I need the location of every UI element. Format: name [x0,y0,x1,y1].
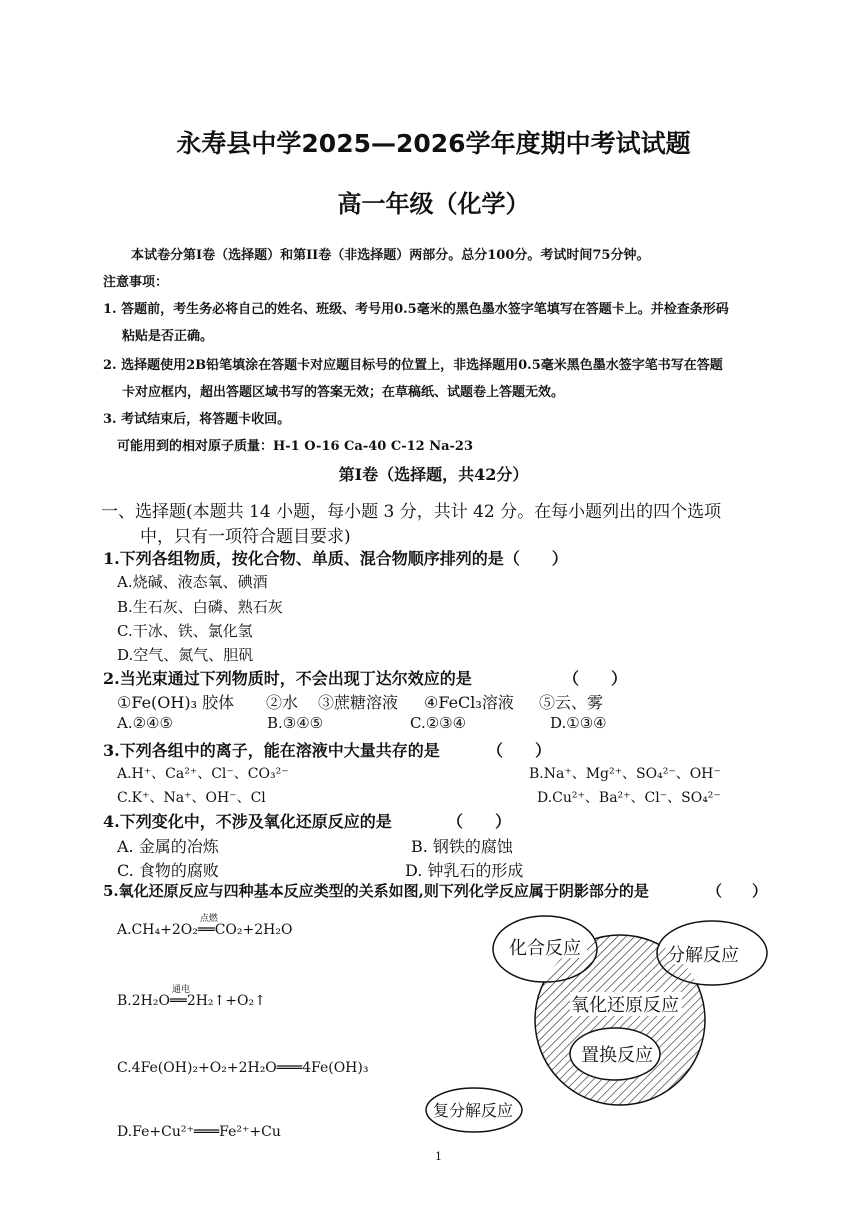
q5-option-a-reactants: A.CH₄+2O₂ [117,922,198,938]
q2-item-3: ③蔗糖溶液 [318,693,399,712]
exam-subtitle: 高一年级（化学） [337,190,530,218]
intro-text: 本试卷分第I卷（选择题）和第II卷（非选择题）两部分。总分100分。考试时间75分钟。 [131,248,650,263]
q5-option-a-products: CO₂+2H₂O [214,922,293,938]
q2-stem: 2.当光束通过下列物质时，不会出现丁达尔效应的是 [103,669,472,688]
reaction-types-venn-diagram [425,908,785,1138]
q2-option-b: B.③④⑤ [267,714,324,732]
q2-blank: （ ） [563,669,628,688]
q3-option-b: B.Na⁺、Mg²⁺、SO₄²⁻、OH⁻ [529,766,721,782]
q5-option-b-reactants: B.2H₂O [117,993,170,1009]
decomposition-label: 分解反应 [667,945,739,966]
q2-item-2: ②水 [266,693,299,712]
q5-option-c-reactants: C.4Fe(OH)₂+O₂+2H₂O [117,1060,277,1076]
note-1-line-2: 粘贴是否正确。 [122,329,214,344]
notes-heading: 注意事项： [103,275,169,290]
q3-stem: 3.下列各组中的离子，能在溶液中大量共存的是 [103,741,440,760]
redox-label: 氧化还原反应 [571,995,679,1016]
reaction-arrow: ═══ [276,1060,303,1076]
reaction-arrow: 点燃 ══ [198,922,215,938]
q2-item-4: ④FeCl₃溶液 [424,693,514,712]
exam-title: 永寿县中学2025—2026学年度期中考试试题 [176,129,691,158]
q5-option-c [117,1060,368,1076]
q5-option-d-products: Fe²⁺+Cu [219,1124,281,1140]
q3-option-c: C.K⁺、Na⁺、OH⁻、Cl [117,790,266,806]
q4-option-b: B. 钢铁的腐蚀 [411,837,513,856]
note-2-line-2: 卡对应框内，超出答题区域书写的答案无效；在草稿纸、试题卷上答题无效。 [122,385,565,400]
q3-option-a: A.H⁺、Ca²⁺、Cl⁻、CO₃²⁻ [117,766,289,782]
q5-option-a [117,914,293,938]
reaction-arrow: 通电 ══ [170,993,187,1009]
q4-stem: 4.下列变化中，不涉及氧化还原反应的是 [103,812,392,831]
section-title: 第Ⅰ卷（选择题，共42分） [338,465,529,484]
q3-blank: （ ） [487,741,552,760]
q4-option-d: D. 钟乳石的形成 [405,861,524,880]
q4-blank: （ ） [447,812,512,831]
q5-option-b-products: 2H₂↑+O₂↑ [186,993,266,1009]
q2-option-a: A.②④⑤ [117,714,173,732]
q5-blank: （ ） [707,882,768,900]
part-one-heading-line-1: 一、选择题(本题共 14 小题，每小题 3 分，共计 42 分。在每小题列出的四个选项 [101,502,722,522]
q5-stem: 5.氧化还原反应与四种基本反应类型的关系如图,则下列化学反应属于阴影部分的是 [103,882,649,900]
q1-option-c: C.干冰、铁、氯化氢 [117,622,253,640]
reaction-arrow: ═══ [193,1124,220,1140]
q2-item-5: ⑤云、雾 [539,693,604,712]
q1-option-a: A.烧碱、液态氧、碘酒 [117,573,268,591]
condition-ignite: 点燃 [199,914,218,924]
q4-option-a: A. 金属的冶炼 [117,837,219,856]
q3-option-d: D.Cu²⁺、Ba²⁺、Cl⁻、SO₄²⁻ [537,790,721,806]
combination-label: 化合反应 [509,938,581,959]
page-number: 1 [435,1150,442,1163]
q2-option-d: D.①③④ [550,714,607,732]
double-decomposition-label: 复分解反应 [433,1101,514,1120]
q1-stem: 1.下列各组物质，按化合物、单质、混合物顺序排列的是（ ） [103,549,568,568]
q5-option-d [117,1124,281,1140]
note-1-line-1: 1. 答题前，考生务必将自己的姓名、班级、考号用0.5毫米的黑色墨水签字笔填写在答题卡上。并检查条形码 [103,302,729,317]
note-3: 3. 考试结束后，将答题卡收回。 [103,412,291,427]
q2-item-1: ①Fe(OH)₃ 胶体 [117,693,235,712]
q5-option-d-reactants: D.Fe+Cu²⁺ [117,1124,194,1140]
note-2-line-1: 2. 选择题使用2B铅笔填涂在答题卡对应题目标号的位置上，非选择题用0.5毫米黑色墨水签字笔书写在答题 [103,358,723,373]
q4-option-c: C. 食物的腐败 [117,861,219,880]
atomic-masses: 可能用到的相对原子质量：H-1 O-16 Ca-40 C-12 Na-23 [117,439,473,454]
q5-option-c-products: 4Fe(OH)₃ [302,1060,369,1076]
q2-option-c: C.②③④ [410,714,467,732]
q5-option-b [117,985,266,1009]
condition-electrolysis: 通电 [171,985,190,995]
q1-option-d: D.空气、氮气、胆矾 [117,646,254,664]
part-one-heading-line-2: 中，只有一项符合题目要求) [140,527,351,547]
q1-option-b: B.生石灰、白磷、熟石灰 [117,598,283,616]
displacement-label: 置换反应 [581,1045,653,1066]
